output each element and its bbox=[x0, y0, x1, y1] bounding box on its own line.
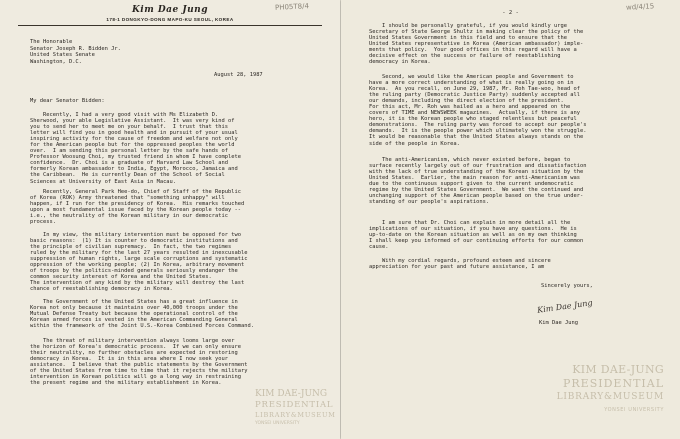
letter-date: August 28, 1987 bbox=[214, 72, 263, 78]
paragraph-10: With my cordial regards, profound esteem and sincere appreciation for your past and future assistance, I am bbox=[369, 258, 551, 271]
watermark-university: YONSEI UNIVERSITY bbox=[604, 407, 664, 413]
watermark-library: LIBRARY&MUSEUM bbox=[255, 411, 336, 419]
paragraph-6: I should be personally grateful, if you would kindly urge Secretary of State George Shultz in making clear the policy of the United States Government in this field and to ensure that the United States representative in Korea (American ambassador) imple- ments that policy. Your good offices in this regard will have a decisive effect on the success or failure of reestablishing democracy in Korea. bbox=[369, 23, 584, 66]
archive-stamp: wd/4/15 bbox=[625, 2, 655, 12]
letterhead-address: 178-1 DONGKYO-DONG MAPO-KU SEOUL, KOREA bbox=[106, 17, 234, 22]
paragraph-2: Recently, General Park Hee-do, Chief of Staff of the Republic of Korea (ROK) Army threatened that "something unhappy" will happen, if I run for the presidency of Korea. His remarks touched upon a most fundamental issue faced by the Korean people today -- i.e., the neutrality of the Korean military in our democratic process. bbox=[30, 189, 245, 226]
letter-page-2 bbox=[341, 0, 680, 439]
watermark-title: KIM DAE-JUNG bbox=[255, 389, 328, 399]
page-number: - 2 - bbox=[502, 10, 519, 16]
paragraph-5: The threat of military intervention always looms large over the horizon of Korea's democratic process. If we can only ensure their neutrality, no further obstacles are expected in restoring democracy in Korea. It is in this area where I now seek your assistance. I believe that the public statements by the Government of the United States from time to time that it rejects the military intervention in Korean politics will go a long way in restraining the present regime and the military establishment in Korea. bbox=[30, 338, 248, 387]
paragraph-8: The anti-Americanism, which never existed before, began to surface recently largely out of our frustration and dissatisfaction with the lack of true understanding of the Korean situation by the United States. Earlier, the main reason for anti-Americanism was due to the continuous support given to the current undemocratic regime by the United States Government. We want the continued and unchanging support of the American people based on the true under- standing of our people's aspirations. bbox=[369, 157, 587, 206]
signature-name: Kim Dae Jung bbox=[539, 320, 578, 326]
paragraph-4: The Government of the United States has a great influence in Korea not only because it maintains over 40,000 troops under the Mutual Defense Treaty but because the operational control of the Korean armed forces is vested in the American Commanding General within the framework of the Joint U.S.-Korea Combined Forces Command. bbox=[30, 299, 254, 330]
paragraph-1: Recently, I had a very good visit with Ms Elizabeth D. Sherwood, your able Legislative Assistant. It was very kind of you to send her to meet me on your behalf. I trust that this letter will find you in good health and in pursuit of your usual inspiring activity for the cause of freedom and welfare not only for the American people but for the oppressed peoples the world over. I am sending this personal letter by the safe hands of Professor Woosung Choi, my trusted friend in whom I have complete confidence. Dr. Choi is a graduate of Harvard Law School and formerly Korean ambassador to India, Egypt, Morocco, Jamaica and the Caribbean. He is currently Dean of the School of Social Sciences at University of East Asia in Macau. bbox=[30, 112, 241, 185]
salutation: My dear Senator Bidden: bbox=[30, 98, 105, 104]
watermark-title: KIM DAE-JUNG bbox=[572, 363, 664, 376]
watermark-subtitle: PRESIDENTIAL bbox=[563, 377, 664, 390]
watermark-library: LIBRARY&MUSEUM bbox=[556, 392, 664, 402]
letterhead-divider bbox=[18, 25, 322, 26]
watermark-subtitle: PRESIDENTIAL bbox=[255, 400, 334, 410]
paragraph-9: I am sure that Dr. Choi can explain in more detail all the implications of our situation, if you have any questions. He is up-to-date on the Korean situation as well as on my own thinking I shall keep you informed of our continuing efforts for our common cause. bbox=[369, 220, 584, 251]
watermark-university: YONSEI UNIVERSITY bbox=[255, 421, 300, 426]
recipient-address: The Honorable Senator Joseph R. Bidden Jr. United States Senate Washington, D.C. bbox=[30, 39, 121, 65]
archive-stamp: PH05T8/4 bbox=[274, 2, 310, 12]
paragraph-7: Second, we would like the American people and Government to have a more correct understanding of what is really going on in Korea. As you recall, on June 29, 1987, Mr. Roh Tae-woo, head of the ruling party (Democratic Justice Party) suddenly accepted all our demands, including the direct election of the president. For this act, Mr. Roh was hailed as a hero and appeared on the covers of TIME and NEWSWEEK magazines. Actually, if there is any hero, it is the Korean people who staged relentless but peaceful demonstrations. The ruling party was forced to accept our people's demands. It is the people power which ultimately won the struggle. It would be reasonable that the United States always stands on the side of the people in Korea. bbox=[369, 74, 587, 147]
closing: Sincerely yours, bbox=[541, 283, 593, 289]
letterhead-name: Kim Dae Jung bbox=[131, 5, 209, 15]
handwritten-signature: Kim Dae Jung bbox=[536, 298, 594, 315]
paragraph-3: In my view, the military intervention must be opposed for two basic reasons: (1) It is counter to democratic institutions and the principle of civilian supremacy. In fact, the two regimes ruled by the military for the last 27 years resulted in inexcusable suppression of human rights, large scale corruptions and systematic oppression of the working people; (2) In Korea, arbitrary movement of troops by the politics-minded generals seriously endanger the common security interest of Korea and the United States. The intervention of any kind by the military will destroy the last chance of reestablishing democracy in Korea. bbox=[30, 232, 248, 293]
